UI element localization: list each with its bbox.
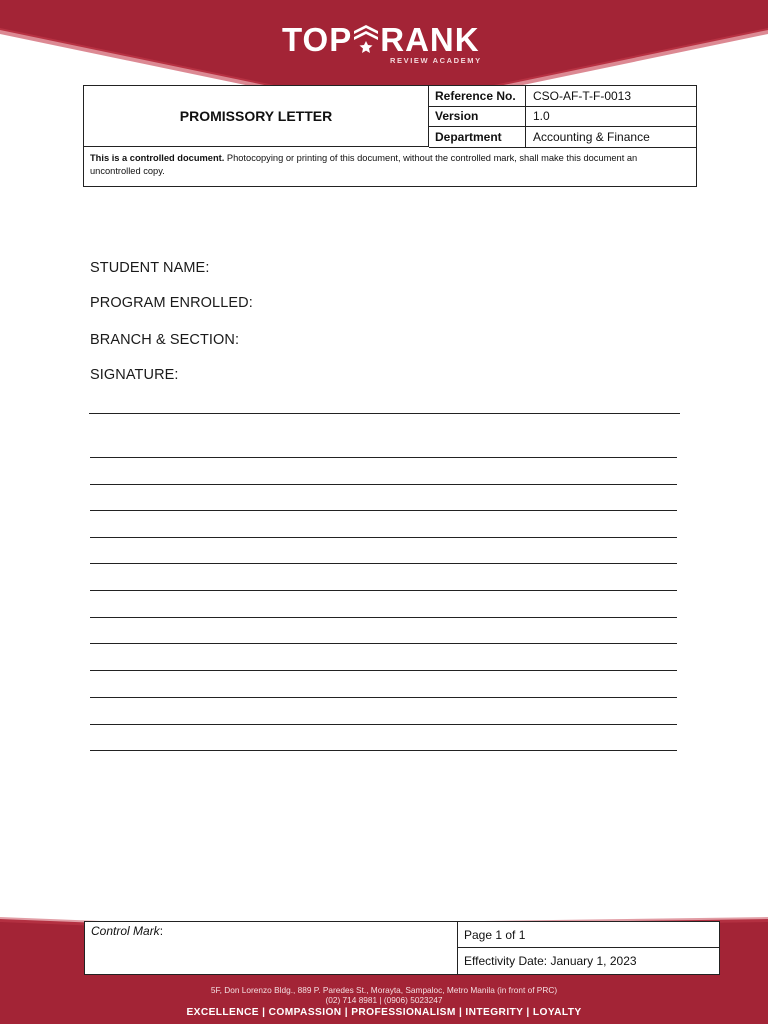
brand-logo: [282, 22, 492, 68]
meta-key: Reference No.: [429, 86, 526, 106]
meta-row-version: [429, 107, 696, 128]
writing-line: [90, 590, 677, 591]
meta-value: Accounting & Finance: [533, 129, 650, 144]
brand-name-right: RANK: [380, 21, 480, 58]
writing-line: [90, 510, 677, 511]
document-header-table: [83, 85, 697, 187]
brand-name-left: TOP: [282, 21, 353, 58]
meta-key: Department: [429, 127, 526, 147]
controlled-document-notice: [90, 152, 690, 178]
meta-row-department: [429, 127, 696, 148]
signature-label: SIGNATURE:: [90, 367, 179, 383]
document-title: PROMISSORY LETTER: [84, 86, 429, 147]
writing-line: [90, 724, 677, 725]
control-mark-label: Control Mark: [91, 924, 160, 938]
writing-line: [90, 484, 677, 485]
program-enrolled-label: PROGRAM ENROLLED:: [90, 295, 253, 311]
meta-value: 1.0: [533, 109, 550, 124]
writing-line: [90, 670, 677, 671]
footer-phones: (02) 714 8981 | (0906) 5023247: [325, 995, 443, 1005]
writing-line: [90, 537, 677, 538]
core-values: EXCELLENCE | COMPASSION | PROFESSIONALISM | INTEGRITY | LOYALTY: [186, 1007, 582, 1018]
branch-section-label: BRANCH & SECTION:: [90, 332, 240, 348]
notice-text: Photocopying or printing of this document, without the controlled mark, shall make this document an uncontrolled copy.: [90, 153, 638, 176]
brand-tagline: REVIEW ACADEMY: [390, 56, 482, 65]
meta-value: CSO-AF-T-F-0013: [533, 88, 632, 103]
notice-bold: This is a controlled document.: [90, 153, 225, 163]
control-mark-colon: :: [159, 924, 164, 938]
writing-line: [90, 750, 677, 751]
meta-row-reference: [429, 86, 696, 107]
control-mark-cell: [85, 922, 458, 974]
writing-line: [90, 643, 677, 644]
student-name-label: STUDENT NAME:: [90, 260, 210, 276]
meta-key: Version: [429, 107, 526, 127]
writing-line: [90, 563, 677, 564]
footer-address: 5F, Don Lorenzo Bldg., 889 P. Paredes St., Morayta, Sampaloc, Metro Manila (in front of PRC): [210, 985, 558, 995]
rank-emblem-icon: [353, 24, 379, 54]
page-number: Page 1 of 1: [458, 922, 719, 948]
writing-line: [89, 413, 680, 414]
writing-line: [90, 697, 677, 698]
writing-line: [90, 457, 677, 458]
writing-line: [90, 617, 677, 618]
effectivity-date: Effectivity Date: January 1, 2023: [464, 954, 637, 968]
footer-control-table: [84, 921, 720, 975]
